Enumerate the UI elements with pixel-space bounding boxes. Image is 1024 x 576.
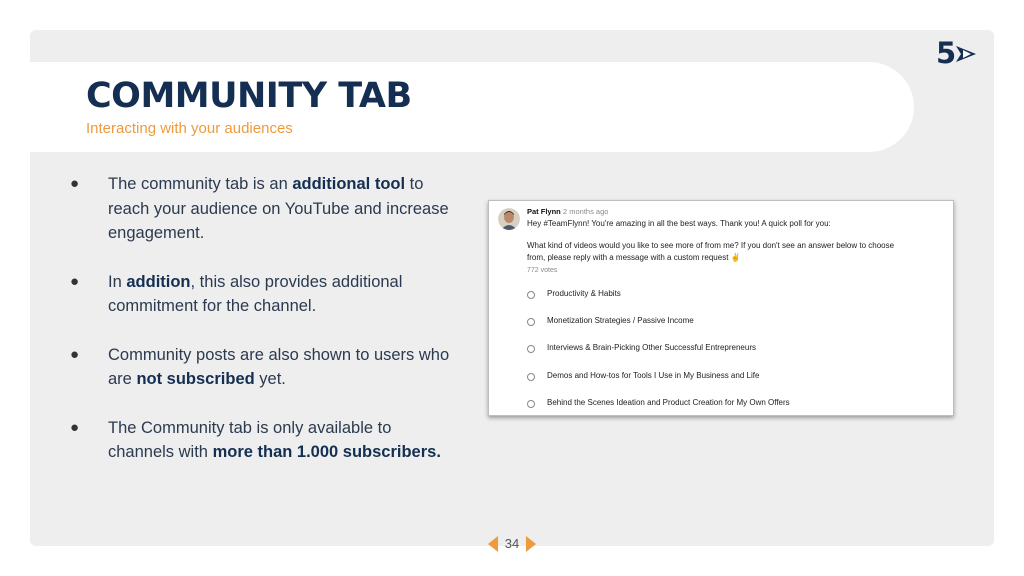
brand-logo — [936, 38, 980, 70]
slide-subtitle: Interacting with your audiences — [86, 120, 293, 137]
page-number-text: 34 — [504, 536, 520, 551]
radio-button-icon[interactable] — [527, 318, 535, 326]
poll-option-label: Monetization Strategies / Passive Income — [547, 316, 694, 325]
logo-arrow-icon — [954, 44, 978, 64]
bullet-emphasis: addition — [126, 272, 191, 291]
slide-title: COMMUNITY TAB — [86, 76, 412, 116]
radio-button-icon[interactable] — [527, 373, 535, 381]
bullet-text — [108, 416, 460, 465]
bullet-item — [70, 416, 460, 465]
bullet-list — [70, 172, 460, 489]
bullet-text-segment: to reach your audience on YouTube and increase engagement. — [108, 175, 449, 242]
radio-button-icon[interactable] — [527, 345, 535, 353]
post-author[interactable]: Pat Flynn — [527, 207, 561, 216]
bullet-text-segment: The Community tab is only available to channels with — [108, 418, 392, 461]
bullet-text-segment: In — [108, 272, 127, 291]
post-timestamp[interactable]: 2 months ago — [563, 207, 609, 216]
bullet-emphasis: more than 1.000 subscribers. — [212, 443, 441, 461]
poll-option-label: Productivity & Habits — [547, 289, 621, 298]
bullet-dot-icon: ● — [70, 418, 80, 436]
bullet-text — [108, 270, 460, 319]
page-number — [488, 535, 536, 553]
bullet-item — [70, 270, 460, 319]
radio-button-icon[interactable] — [527, 291, 535, 299]
bullet-text-segment: yet. — [254, 370, 286, 388]
avatar — [498, 208, 520, 230]
bullet-dot-icon: ● — [70, 345, 80, 363]
bullet-dot-icon: ● — [70, 272, 80, 290]
bullet-emphasis: additional tool — [292, 175, 406, 193]
poll-option-label: Behind the Scenes Ideation and Product Creation for My Own Offers — [547, 398, 790, 407]
bullet-item — [70, 343, 460, 392]
bullet-dot-icon: ● — [70, 175, 80, 192]
post-text-line: from, please reply with a message with a custom request ✌ — [527, 253, 741, 262]
bullet-text — [108, 343, 460, 392]
post-text-line: What kind of videos would you like to see more of from me? If you don't see an answer below to choose — [527, 241, 895, 250]
bullet-text-segment: The community tab is an — [108, 175, 293, 193]
community-post-card — [488, 200, 954, 416]
bullet-text — [108, 172, 460, 246]
bullet-text-segment: , this also provides additional commitment for the channel. — [108, 272, 403, 315]
post-text-line: Hey #TeamFlynn! You're amazing in all the best ways. Thank you! A quick poll for you: — [527, 219, 831, 228]
vote-count: 772 votes — [527, 267, 558, 274]
bullet-text-segment: Community posts are also shown to users who are — [108, 345, 450, 388]
radio-button-icon[interactable] — [527, 400, 535, 408]
poll-option-label: Demos and How-tos for Tools I Use in My Business and Life — [547, 371, 760, 380]
bullet-emphasis: not subscribed — [136, 370, 255, 388]
logo-digit: 5 — [936, 36, 957, 70]
bullet-item — [70, 172, 460, 246]
poll-option-label: Interviews & Brain-Picking Other Successful Entrepreneurs — [547, 343, 756, 352]
